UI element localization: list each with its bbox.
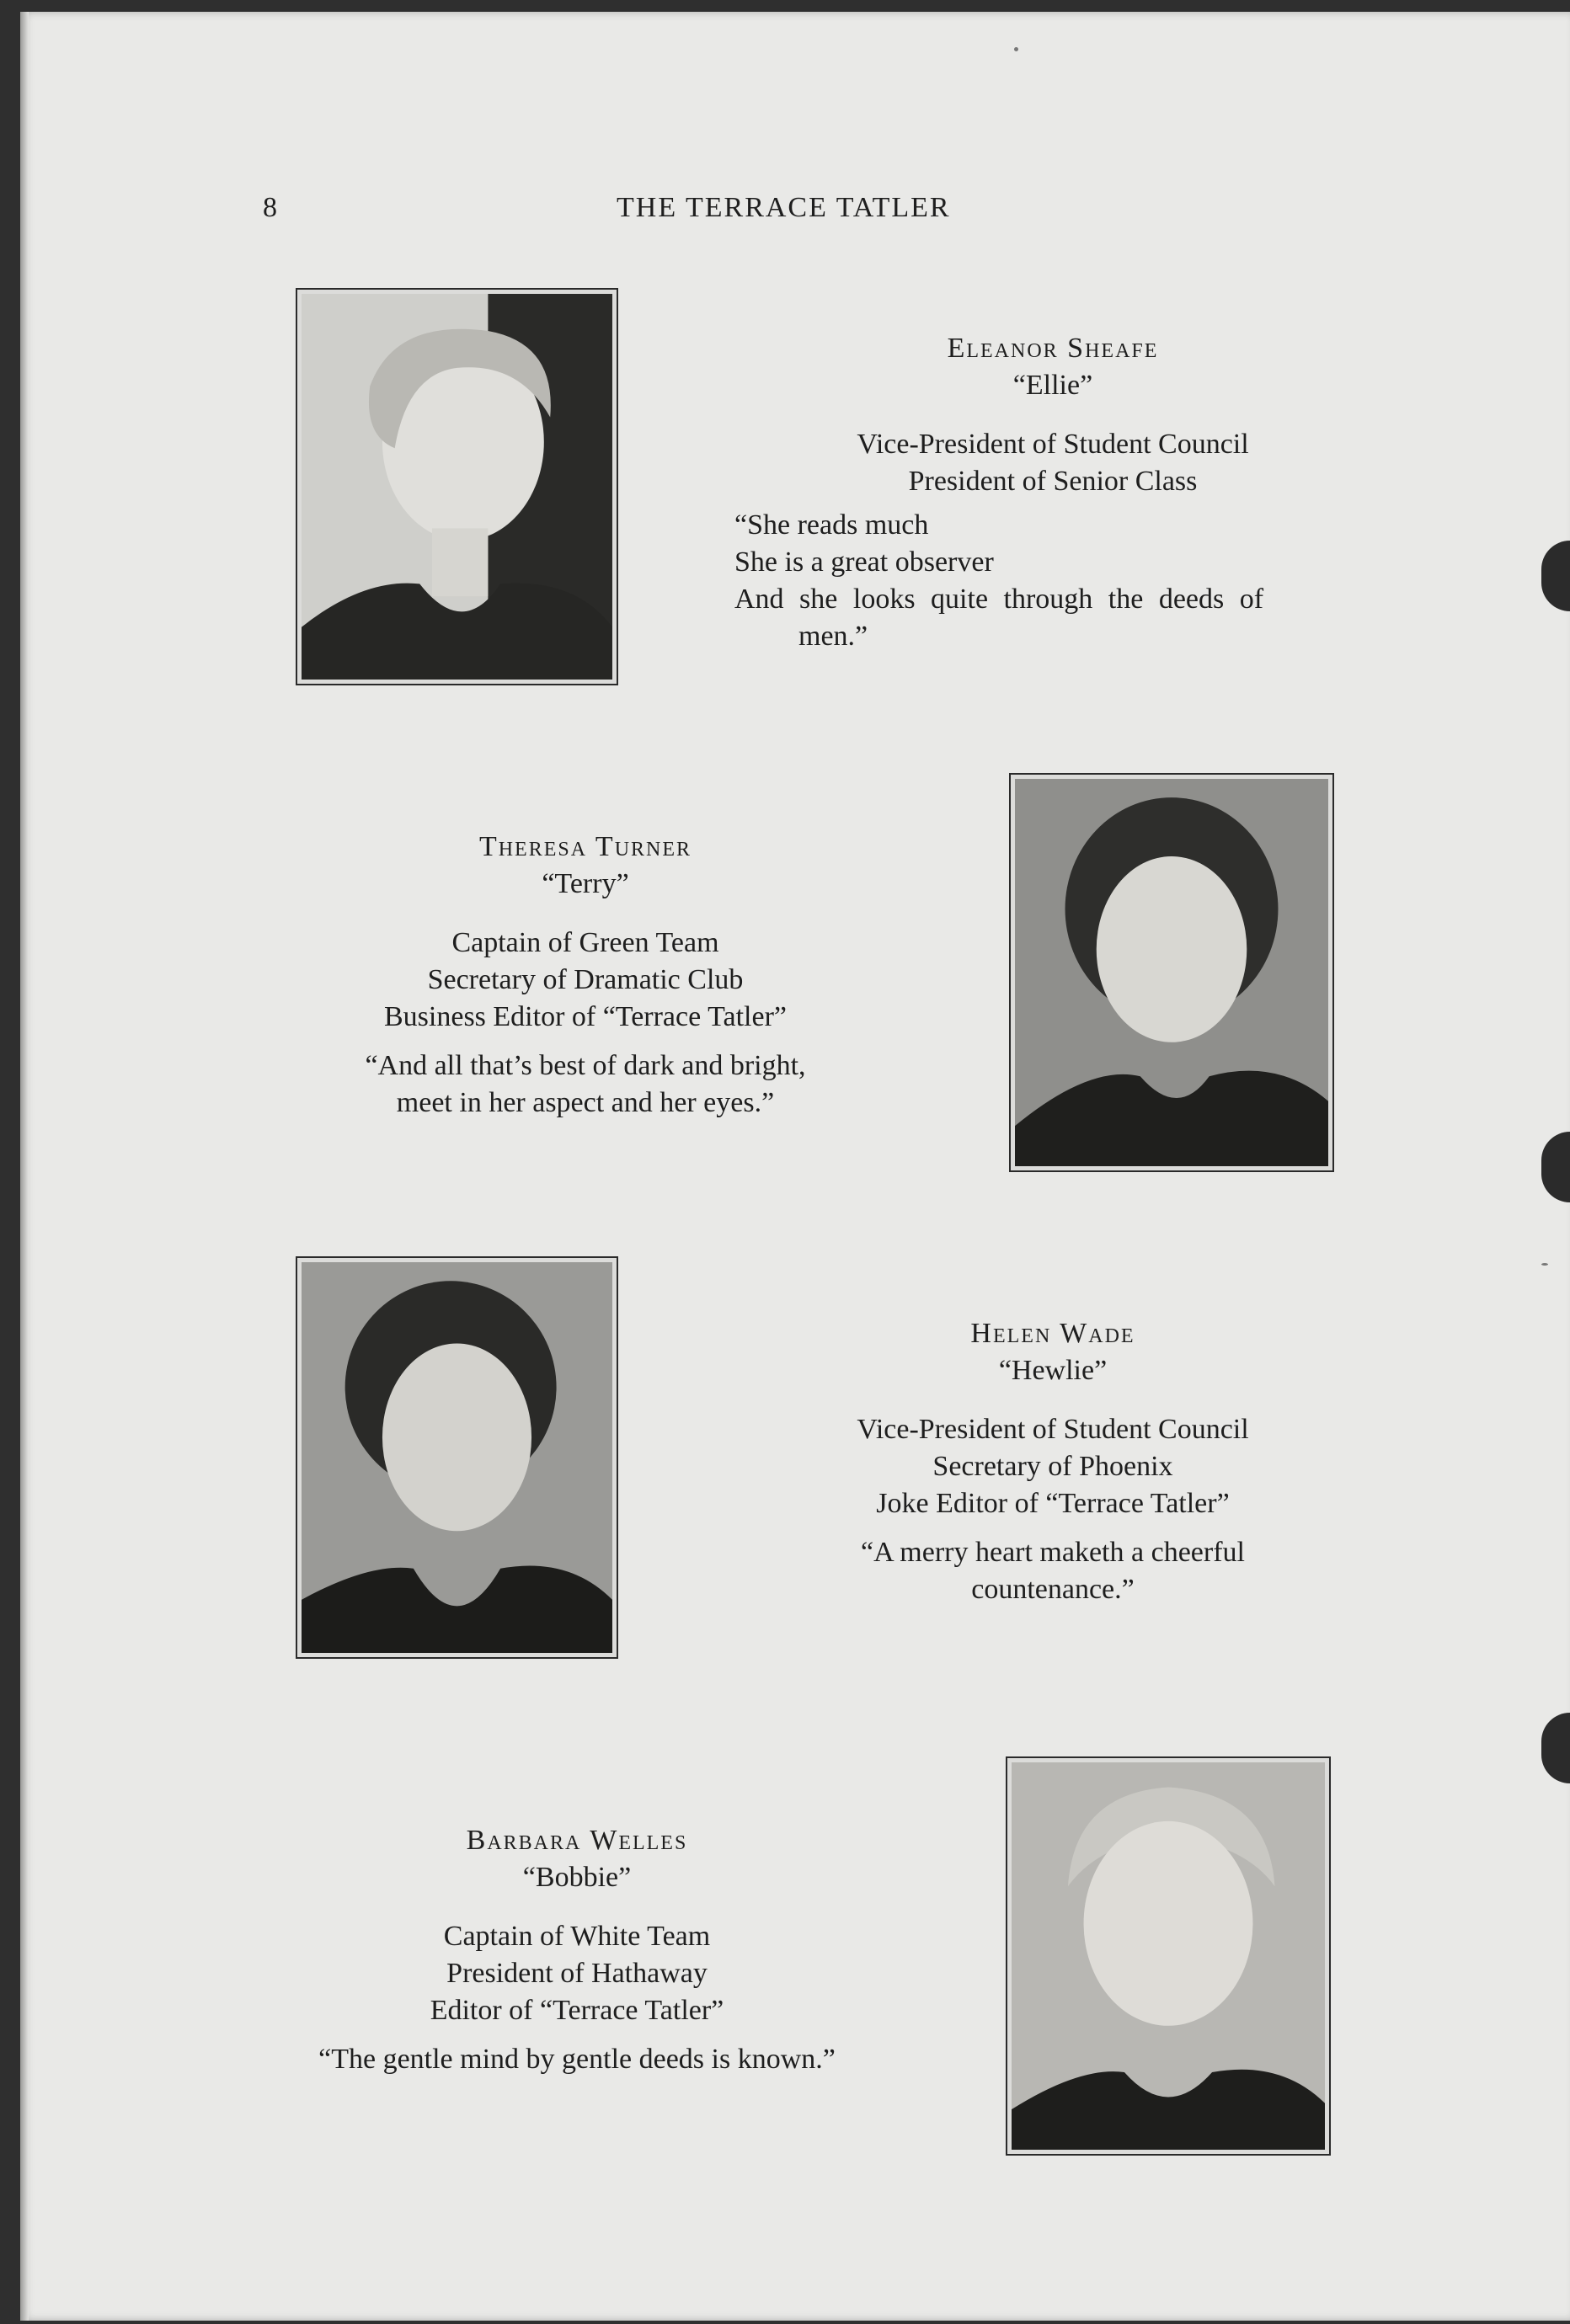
binding-hole [1541,541,1570,611]
quote-line: And she looks quite through the deeds of [734,584,1264,615]
portrait-photo [1006,1756,1331,2156]
entry-quote [253,1047,918,1122]
quote-line: “The gentle mind by gentle deeds is known.” [318,2044,836,2075]
entry-role: President of Hathaway [446,1958,708,1989]
running-title: THE TERRACE TATLER [617,192,951,223]
entry-nickname: “Terry” [542,868,629,899]
page-number: 8 [263,192,278,223]
portrait-image [1015,779,1328,1166]
quote-line: countenance.” [971,1574,1135,1605]
quote-line: “A merry heart maketh a cheerful [861,1537,1245,1568]
entry-text [227,1822,927,2078]
quote-line: meet in her aspect and her eyes.” [396,1087,775,1118]
portrait-photo [1009,773,1334,1172]
entry-name: Barbara Welles [466,1825,688,1856]
quote-line: “And all that’s best of dark and bright, [365,1050,806,1081]
binding-hole [1541,1132,1570,1202]
entry-name: Helen Wade [970,1318,1135,1349]
entry-role: Joke Editor of “Terrace Tatler” [876,1488,1230,1519]
scan-speck [1541,1263,1548,1266]
entry-role: Editor of “Terrace Tatler” [430,1995,724,2026]
quote-line: She is a great observer [734,546,994,578]
scan-speck [1014,47,1018,51]
entry-quote [227,2041,927,2078]
page-binding-edge [20,12,29,2321]
entry-text [733,1315,1373,1608]
quote-line: “She reads much [734,509,929,541]
entry-text [253,829,918,1122]
entry-role: President of Senior Class [908,466,1198,497]
entry-nickname: “Hewlie” [998,1355,1108,1386]
entry-role: Secretary of Phoenix [932,1451,1173,1482]
portrait-photo [296,288,618,685]
entry-name: Theresa Turner [478,831,692,862]
portrait-image [302,1262,612,1653]
entry-role: Business Editor of “Terrace Tatler” [384,1001,787,1032]
entry-role: Captain of Green Team [451,927,719,958]
page-header [0,192,1570,226]
entry-quote [733,1534,1373,1608]
entry-role: Vice-President of Student Council [857,1414,1249,1445]
entry-nickname: “Ellie” [1012,370,1093,401]
entry-text [741,330,1364,500]
binding-hole [1541,1713,1570,1783]
portrait-image [302,294,612,680]
entry-role: Secretary of Dramatic Club [427,964,744,995]
entry-nickname: “Bobbie” [522,1862,632,1893]
entry-role: Captain of White Team [443,1921,711,1952]
quote-line: men.” [798,621,868,652]
entry-role: Vice-President of Student Council [857,429,1249,460]
entry-quote [734,507,1375,655]
entry-name: Eleanor Sheafe [947,333,1159,364]
portrait-photo [296,1256,618,1659]
portrait-image [1012,1762,1325,2150]
